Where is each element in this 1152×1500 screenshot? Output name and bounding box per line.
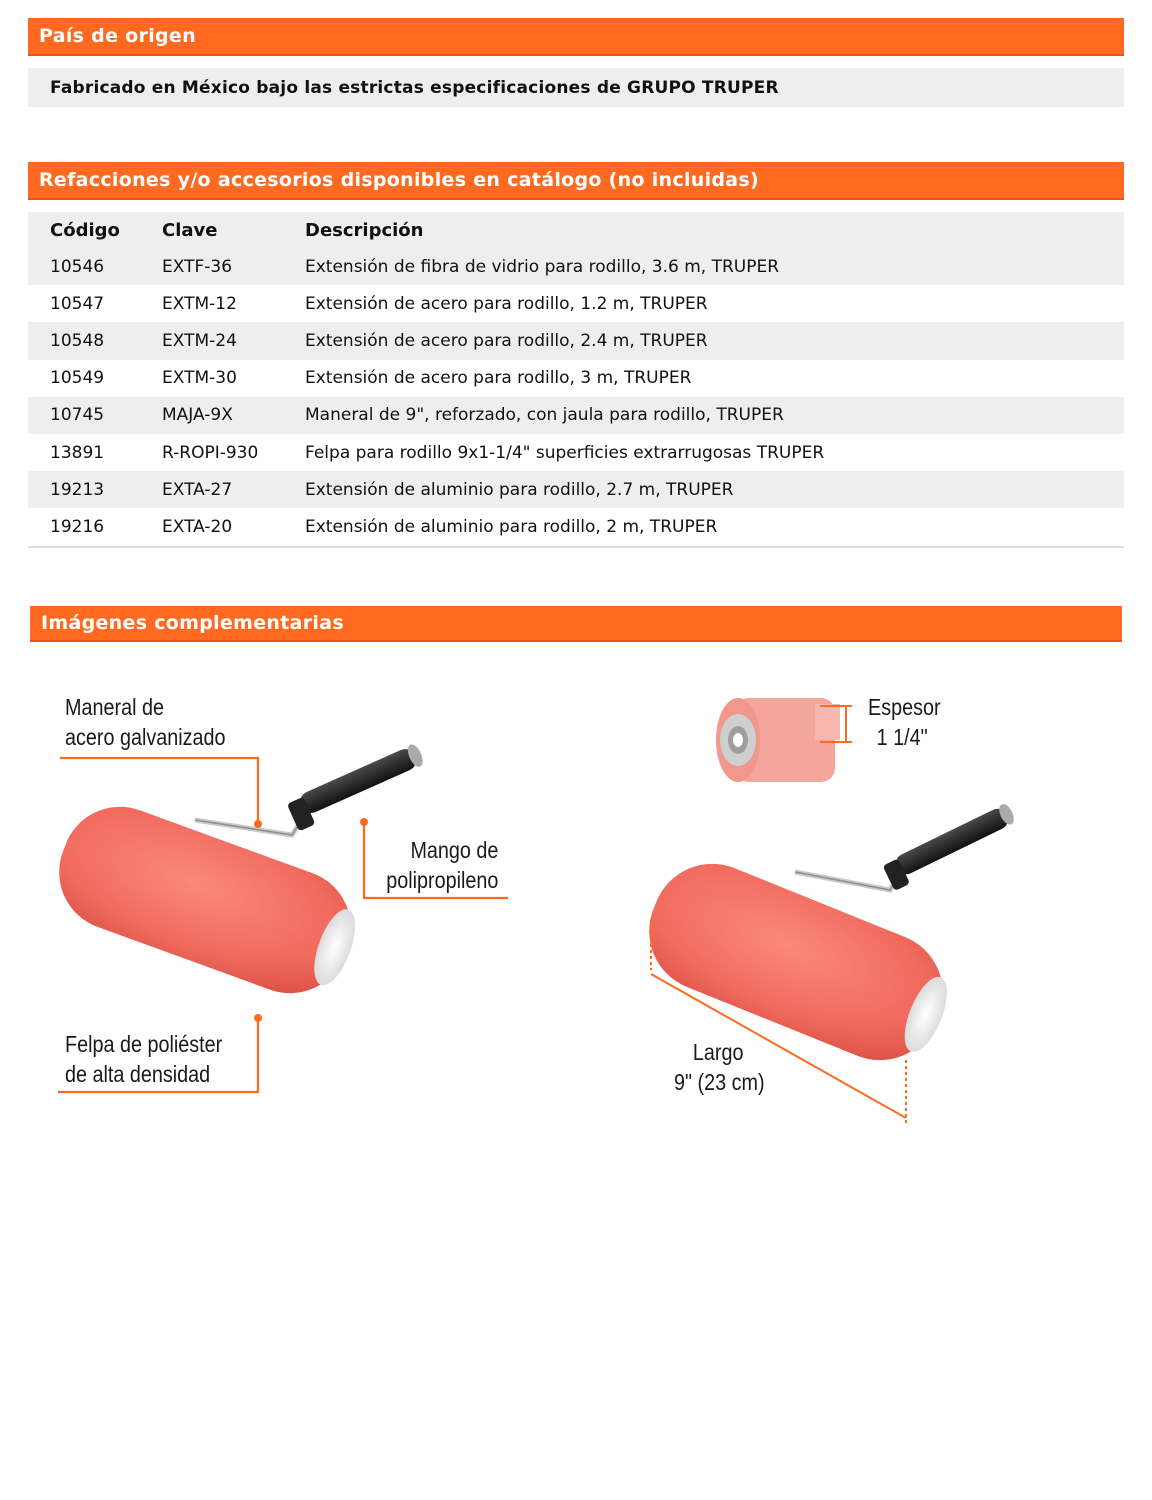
cell-code: 19213 [50, 479, 105, 500]
cell-code: 10549 [50, 368, 105, 389]
handle-callout-line2: polipropileno [385, 867, 498, 893]
length-callout-label [674, 1037, 765, 1097]
origin-section-header [28, 18, 1124, 56]
nap-callout-label [65, 1029, 222, 1089]
handle-callout-dot [360, 818, 368, 826]
cell-code: 10548 [50, 330, 105, 351]
thickness-detail-illustration [716, 698, 852, 782]
cell-key: EXTA-27 [162, 479, 233, 500]
cell-key: EXTM-12 [162, 293, 237, 314]
thickness-label: Espesor [868, 694, 941, 720]
thickness-value: 1 1/4" [876, 724, 928, 750]
cell-key: EXTA-20 [162, 516, 233, 537]
cell-description: Felpa para rodillo 9x1-1/4" superficies extrarrugosas TRUPER [305, 442, 825, 463]
frame-callout-label [65, 692, 226, 752]
right-handle-grip [892, 805, 1011, 877]
cell-key: MAJA-9X [162, 405, 233, 426]
cell-description: Maneral de 9", reforzado, con jaula para rodillo, TRUPER [305, 405, 784, 426]
table-row [28, 248, 1124, 285]
nap-callout-dot [254, 1014, 262, 1022]
images-section-header [30, 606, 1122, 642]
nap-callout-line2: de alta densidad [65, 1061, 211, 1087]
origin-statement [28, 68, 1124, 107]
frame-callout-line2: acero galvanizado [65, 724, 226, 750]
origin-section-title: País de origen [39, 25, 196, 47]
table-header-row [28, 212, 1124, 248]
cell-key: EXTF-36 [162, 256, 233, 277]
origin-text: Fabricado en México bajo las estrictas especificaciones de GRUPO TRUPER [50, 77, 779, 98]
right-roller-handle [881, 802, 1020, 891]
table-row [28, 322, 1124, 359]
thickness-callout-label [868, 692, 941, 752]
accessories-section-header [28, 162, 1124, 200]
cell-description: Extensión de acero para rodillo, 2.4 m, TRUPER [305, 330, 708, 351]
cell-code: 13891 [50, 442, 105, 463]
accessories-section-title: Refacciones y/o accesorios disponibles en catálogo (no incluidas) [39, 169, 760, 191]
length-label: Largo [692, 1039, 744, 1065]
table-row [28, 397, 1124, 434]
length-value: 9" (23 cm) [674, 1069, 765, 1095]
column-header-code: Código [50, 219, 120, 241]
handle-callout-line1: Mango de [410, 837, 498, 863]
frame-callout-line [60, 758, 258, 822]
left-handle-grip [297, 746, 420, 817]
column-header-key: Clave [162, 219, 218, 241]
left-roller-handle [285, 742, 429, 831]
table-row [28, 434, 1124, 471]
cell-key: R-ROPI-930 [162, 442, 259, 463]
frame-callout-line1: Maneral de [65, 694, 164, 720]
handle-callout-label [386, 835, 498, 895]
cell-description: Extensión de acero para rodillo, 1.2 m, TRUPER [305, 293, 708, 314]
cell-code: 10745 [50, 405, 105, 426]
cell-description: Extensión de acero para rodillo, 3 m, TRUPER [305, 368, 692, 389]
cell-code: 10547 [50, 293, 105, 314]
table-row [28, 360, 1124, 397]
cell-description: Extensión de aluminio para rodillo, 2 m, TRUPER [305, 516, 718, 537]
detail-core-hole [733, 733, 743, 747]
cell-code: 19216 [50, 516, 105, 537]
accessories-table [28, 212, 1124, 548]
column-header-description: Descripción [305, 219, 424, 241]
images-section-title: Imágenes complementarias [41, 612, 344, 634]
cell-code: 10546 [50, 256, 105, 277]
cell-key: EXTM-24 [162, 330, 237, 351]
nap-callout-line1: Felpa de poliéster [65, 1031, 223, 1057]
cell-description: Extensión de aluminio para rodillo, 2.7 m, TRUPER [305, 479, 734, 500]
cell-key: EXTM-30 [162, 368, 237, 389]
cell-description: Extensión de fibra de vidrio para rodillo, 3.6 m, TRUPER [305, 256, 780, 277]
table-row [28, 508, 1124, 545]
frame-callout-dot [254, 820, 262, 828]
detail-cut-face [815, 704, 840, 740]
table-row [28, 285, 1124, 322]
table-row [28, 471, 1124, 508]
